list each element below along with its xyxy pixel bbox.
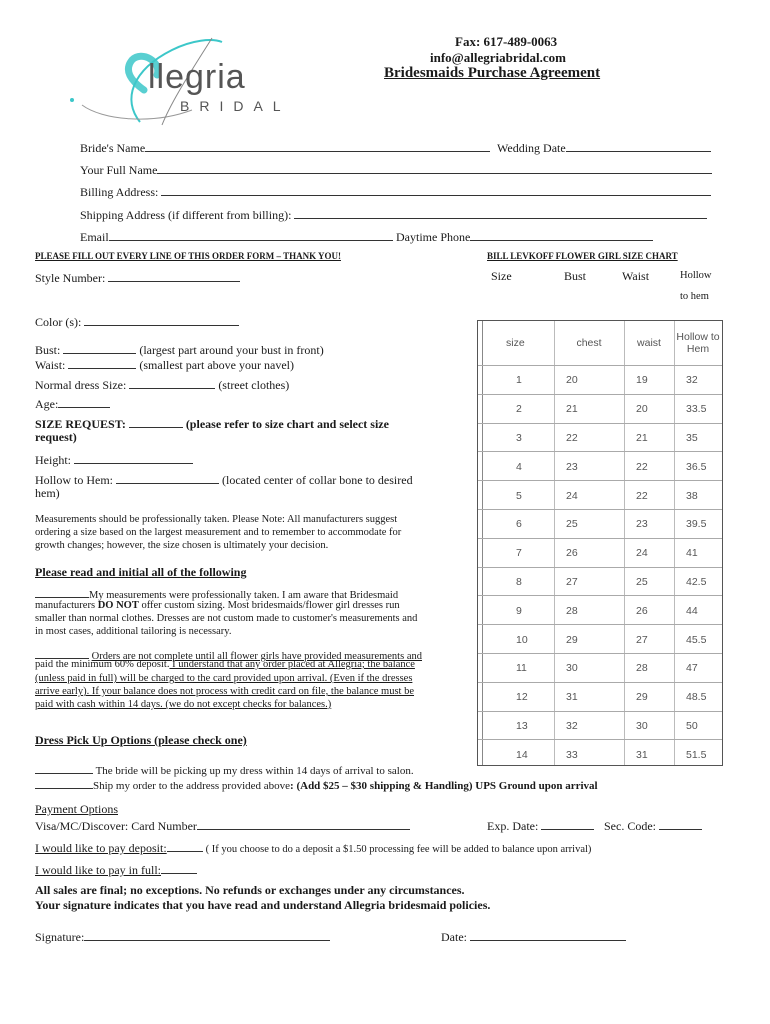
chart-header-waist: Waist: [622, 269, 650, 283]
billing-address-field[interactable]: [80, 183, 711, 200]
table-cell: 30: [566, 662, 578, 675]
sec-code-label: Sec. Code:: [604, 819, 656, 833]
table-cell: 14: [516, 748, 528, 761]
table-cell: 2: [516, 403, 522, 416]
normal-size-field[interactable]: [35, 376, 289, 393]
table-cell: 39.5: [686, 518, 707, 531]
exp-date-label: Exp. Date:: [487, 819, 539, 833]
table-cell: 47: [686, 662, 698, 675]
style-number-field[interactable]: [35, 269, 240, 286]
initial-1-text-2c: offer custom sizing. Most bridesmaids/flower girl dresses run: [138, 600, 400, 611]
table-row: [478, 739, 722, 769]
shipping-address-field[interactable]: [80, 206, 707, 223]
table-cell: 13: [516, 719, 528, 732]
logo-subtitle: BRIDAL: [180, 98, 291, 114]
chart-header-bust: Bust: [564, 269, 587, 283]
table-cell: 21: [566, 403, 578, 416]
table-cell: 45.5: [686, 633, 707, 646]
email-field[interactable]: [80, 228, 393, 245]
chart-header-size: Size: [491, 269, 512, 283]
table-row: [478, 365, 722, 395]
table-cell: 22: [636, 489, 648, 502]
table-cell: 10: [516, 633, 528, 646]
pickup-heading: Dress Pick Up Options (please check one): [35, 733, 247, 747]
pickup-option-ship[interactable]: [35, 776, 598, 792]
size-request-hint: (please refer to size chart and select size: [185, 417, 389, 431]
table-cell: 4: [516, 460, 522, 473]
table-cell: 7: [516, 547, 522, 560]
initial-1-line-4: in most cases, additional tailoring is necessary.: [35, 626, 232, 637]
table-row: [478, 480, 722, 510]
size-request-label: SIZE REQUEST:: [35, 417, 126, 431]
table-cell: 11: [516, 662, 527, 675]
table-row: [478, 423, 722, 453]
initial-2-line-3: (unless paid in full) will be charged to the card provided upon arrival. (Even if the dresses: [35, 673, 413, 684]
pay-full-label: I would like to pay in full:: [35, 863, 161, 877]
initial-2-text: Orders are not complete until all flower girls have provided measurements and: [91, 651, 422, 662]
table-row: [478, 624, 722, 654]
brides-name-field[interactable]: [80, 139, 490, 156]
hollow-to-hem-field[interactable]: [35, 471, 413, 488]
contact-email: info@allegriabridal.com: [430, 50, 566, 65]
signature-date-field[interactable]: [441, 928, 626, 945]
initial-2-line-5: paid with cash within 14 days. (we do not except checks for balances.): [35, 699, 332, 710]
table-cell: 23: [636, 518, 648, 531]
measurements-note-1: Measurements should be professionally taken. Please Note: All manufacturers suggest: [35, 514, 398, 525]
wedding-date-field[interactable]: [497, 139, 711, 156]
initial-1-text-2a: manufacturers: [35, 600, 98, 611]
table-cell: 20: [566, 374, 578, 387]
hollow-to-hem-label: Hollow to Hem:: [35, 473, 113, 487]
pickup-option-ship-label: Ship my order to the address provided above: [93, 780, 291, 792]
card-number-label: Visa/MC/Discover: Card Number: [35, 819, 197, 833]
table-cell: 28: [566, 604, 578, 617]
signature-label: Signature:: [35, 930, 85, 944]
table-cell: 48.5: [686, 691, 707, 704]
color-field[interactable]: [35, 313, 239, 330]
table-row: [478, 451, 722, 481]
table-cell: 32: [686, 374, 698, 387]
waist-label: Waist:: [35, 358, 66, 372]
chart-header-hollow: Hollow: [680, 270, 712, 281]
daytime-phone-field[interactable]: [396, 228, 653, 245]
height-label: Height:: [35, 453, 71, 467]
normal-size-label: Normal dress Size:: [35, 378, 127, 392]
table-cell: 29: [636, 691, 648, 704]
allegria-logo: [62, 30, 292, 130]
height-field[interactable]: [35, 451, 193, 468]
card-number-field[interactable]: [35, 817, 410, 834]
table-cell: 23: [566, 460, 578, 473]
pay-deposit-option[interactable]: [35, 839, 591, 856]
table-cell: 20: [636, 403, 648, 416]
table-cell: 42.5: [686, 575, 707, 588]
table-cell: 51.5: [686, 748, 707, 761]
table-cell: 26: [636, 604, 648, 617]
table-row: [478, 538, 722, 568]
age-label: Age:: [35, 397, 59, 411]
initial-2-line-2: [35, 659, 415, 670]
table-cell: 41: [686, 547, 698, 560]
table-cell: 25: [636, 575, 648, 588]
table-row: [478, 394, 722, 424]
table-header-size: size: [506, 337, 525, 349]
size-request-field[interactable]: [35, 415, 389, 432]
full-name-label: Your Full Name: [80, 163, 158, 177]
table-cell: 30: [636, 719, 648, 732]
measurements-note-2: ordering a size based on the largest measurement and to remember to accommodate for: [35, 527, 402, 538]
table-row: [478, 509, 722, 539]
size-chart-title: BILL LEVKOFF FLOWER GIRL SIZE CHART: [487, 251, 678, 261]
pickup-option-bride[interactable]: [35, 761, 414, 777]
table-cell: 38: [686, 489, 698, 502]
table-row: [478, 595, 722, 625]
table-header-row: [478, 321, 722, 365]
table-cell: 5: [516, 489, 522, 502]
table-cell: 25: [566, 518, 578, 531]
waist-hint: (smallest part above your navel): [139, 358, 294, 372]
color-label: Color (s):: [35, 315, 82, 329]
size-request-hint-cont: request): [35, 430, 77, 444]
table-cell: 26: [566, 547, 578, 560]
table-cell: 8: [516, 575, 522, 588]
table-cell: 33.5: [686, 403, 707, 416]
pay-deposit-label: I would like to pay deposit:: [35, 841, 167, 855]
table-cell: 22: [636, 460, 648, 473]
hollow-to-hem-hint: (located center of collar bone to desired: [222, 473, 413, 487]
table-cell: 29: [566, 633, 578, 646]
table-cell: 9: [516, 604, 522, 617]
exp-date-field[interactable]: [487, 817, 594, 834]
shipping-address-label: Shipping Address (if different from billing):: [80, 208, 292, 222]
table-cell: 33: [566, 748, 578, 761]
page-title: Bridesmaids Purchase Agreement: [384, 65, 601, 81]
table-cell: 27: [566, 575, 578, 588]
table-cell: 24: [636, 547, 648, 560]
signature-date-label: Date:: [441, 930, 467, 944]
normal-size-hint: (street clothes): [218, 378, 290, 392]
initial-2-text-2a: paid the minimum 60% deposit.: [35, 659, 170, 670]
table-cell: 31: [636, 748, 648, 761]
style-number-label: Style Number:: [35, 271, 106, 285]
initial-1-line-2: [35, 600, 400, 611]
pay-full-option[interactable]: [35, 861, 197, 878]
table-header-waist: waist: [637, 337, 661, 349]
fill-out-notice: PLEASE FILL OUT EVERY LINE OF THIS ORDER FORM – THANK YOU!: [35, 251, 341, 261]
age-field[interactable]: [35, 395, 110, 412]
table-cell: 3: [516, 431, 522, 444]
initial-1-line-3: smaller than normal clothes. Dresses are not custom made to customer's measurements and: [35, 613, 418, 624]
sec-code-field[interactable]: [604, 817, 702, 834]
table-cell: 35: [686, 431, 698, 444]
initial-2-text-2b: I understand that any order placed at Allegria; the balance: [169, 659, 415, 670]
hollow-to-hem-hint-cont: hem): [35, 486, 60, 500]
payment-heading: Payment Options: [35, 802, 118, 816]
size-chart-table: [477, 320, 723, 766]
table-row: [478, 711, 722, 741]
table-cell: 44: [686, 604, 698, 617]
table-cell: 36.5: [686, 460, 707, 473]
table-header-hollow-to-hem: Hollow to Hem: [676, 331, 720, 355]
table-cell: 31: [566, 691, 578, 704]
table-cell: 50: [686, 719, 698, 732]
full-name-field[interactable]: [80, 161, 712, 178]
waist-field[interactable]: [35, 356, 294, 373]
table-cell: 19: [636, 374, 648, 387]
table-cell: 28: [636, 662, 648, 675]
table-cell: 24: [566, 489, 578, 502]
email-label: Email: [80, 230, 109, 244]
initial-1-do-not: DO NOT: [97, 600, 139, 611]
chart-header-to-hem: to hem: [680, 291, 709, 302]
wedding-date-label: Wedding Date: [497, 141, 566, 155]
table-cell: 27: [636, 633, 648, 646]
table-cell: 21: [636, 431, 648, 444]
daytime-phone-label: Daytime Phone: [396, 230, 471, 244]
pickup-option-bride-label: The bride will be picking up my dress within 14 days of arrival to salon.: [95, 765, 414, 777]
initial-2-line-4: arrive early). If your balance does not process with credit card on file, the balance must be: [35, 686, 415, 697]
initial-1-line-1[interactable]: [35, 585, 398, 601]
signature-field[interactable]: [35, 928, 330, 945]
billing-address-label: Billing Address:: [80, 185, 159, 199]
initial-1-text: My measurements were professionally taken. I am aware that Bridesmaid: [89, 590, 399, 601]
bust-hint: (largest part around your bust in front): [139, 343, 324, 357]
table-cell: 12: [516, 691, 528, 704]
table-cell: 22: [566, 431, 578, 444]
policy-final-sales: All sales are final; no exceptions. No refunds or exchanges under any circumstances.: [35, 883, 465, 897]
bust-label: Bust:: [35, 343, 61, 357]
fax-number: Fax: 617-489-0063: [455, 34, 558, 49]
table-header-chest: chest: [576, 337, 602, 349]
policy-signature-note: Your signature indicates that you have read and understand Allegria bridesmaid policies.: [35, 898, 491, 912]
table-cell: 1: [516, 374, 522, 387]
table-row: [478, 653, 722, 683]
table-row: [478, 567, 722, 597]
brides-name-label: Bride's Name: [80, 141, 146, 155]
deposit-fee-note: ( If you choose to do a deposit a $1.50 processing fee will be added to balance upon arrival): [205, 844, 592, 855]
initial-heading: Please read and initial all of the following: [35, 565, 247, 579]
table-cell: 32: [566, 719, 578, 732]
logo-wordmark: llegria: [148, 58, 246, 96]
table-cell: 6: [516, 518, 522, 531]
measurements-note-3: growth changes; however, the size chosen is ultimately your decision.: [35, 540, 329, 551]
pickup-option-ship-fee: : (Add $25 – $30 shipping & Handling) UPS Ground upon arrival: [290, 780, 598, 792]
table-row: [478, 682, 722, 712]
